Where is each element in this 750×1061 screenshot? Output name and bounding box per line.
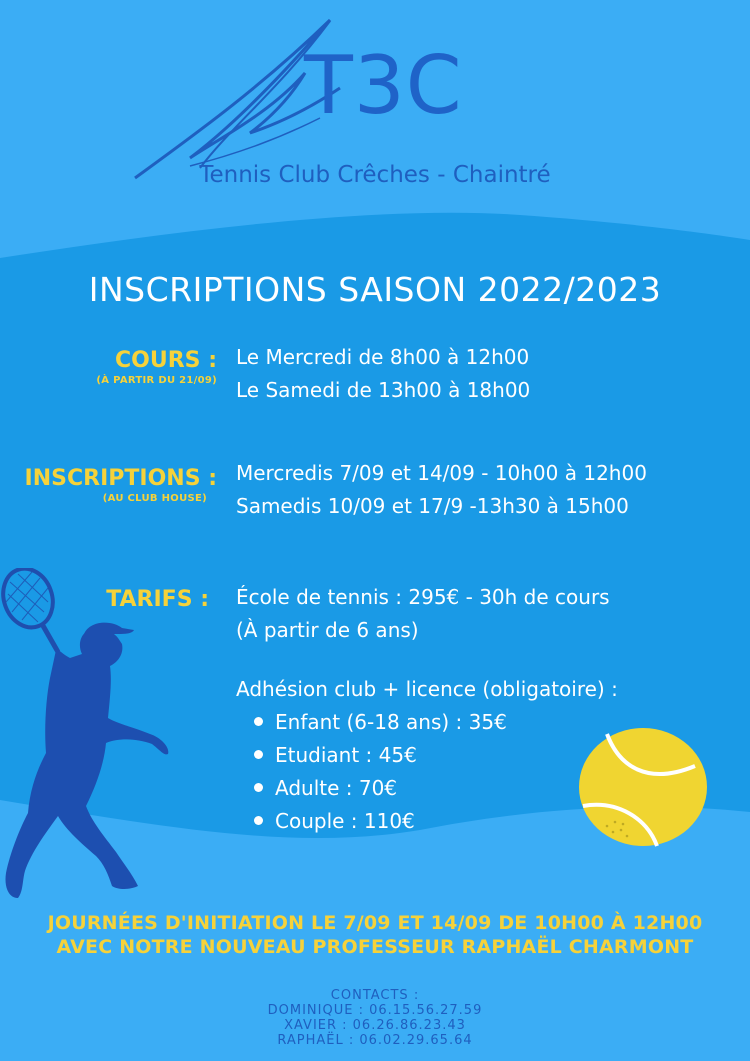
tarif-item: Enfant (6-18 ans) : 35€ [275, 710, 507, 734]
inscriptions-line: Samedis 10/09 et 17/9 -13h30 à 15h00 [236, 494, 629, 518]
tarifs-line: (À partir de 6 ans) [236, 618, 419, 642]
tarifs-label: TARIFS : [106, 587, 209, 612]
bullet-icon [254, 783, 263, 792]
tarif-item: Couple : 110€ [275, 809, 415, 833]
logo-text: T3C [304, 39, 463, 132]
inscriptions-schedule [236, 457, 647, 523]
list-item [254, 739, 507, 772]
tarifs-list [254, 706, 507, 838]
bullet-icon [254, 750, 263, 759]
cours-label-block [96, 348, 217, 388]
club-name: Tennis Club Crêches - Chaintré [199, 162, 551, 188]
inscriptions-sublabel: (AU CLUB HOUSE) [102, 493, 207, 504]
tarif-item: Adulte : 70€ [275, 776, 398, 800]
initiation-banner-line2: AVEC NOTRE NOUVEAU PROFESSEUR RAPHAËL CHARMONT [56, 936, 694, 958]
cours-line: Le Mercredi de 8h00 à 12h00 [236, 345, 530, 369]
contacts-title: CONTACTS : [330, 988, 420, 1003]
tarifs-info [236, 581, 610, 647]
bullet-icon [254, 717, 263, 726]
adhesion-title: Adhésion club + licence (obligatoire) : [236, 677, 618, 701]
cours-schedule [236, 341, 530, 407]
cours-line: Le Samedi de 13h00 à 18h00 [236, 378, 531, 402]
list-item [254, 805, 507, 838]
inscriptions-label-block [25, 466, 217, 506]
cours-label: COURS : [115, 348, 217, 373]
inscriptions-label: INSCRIPTIONS : [24, 466, 217, 491]
cours-sublabel: (À PARTIR DU 21/09) [96, 375, 217, 386]
inscriptions-line: Mercredis 7/09 et 14/09 - 10h00 à 12h00 [236, 461, 647, 485]
initiation-banner-line1: JOURNÉES D'INITIATION LE 7/09 ET 14/09 DE 10H00 À 12H00 [47, 912, 703, 934]
tarifs-line: École de tennis : 295€ - 30h de cours [236, 585, 610, 609]
page-title: INSCRIPTIONS SAISON 2022/2023 [88, 270, 662, 309]
list-item [254, 772, 507, 805]
tennis-player-icon [0, 568, 175, 913]
contacts [0, 988, 750, 1048]
contact-entry: RAPHAËL : 06.02.29.65.64 [277, 1033, 473, 1048]
contact-entry: XAVIER : 06.26.86.23.43 [284, 1018, 466, 1033]
bullet-icon [254, 816, 263, 825]
tarif-item: Etudiant : 45€ [275, 743, 417, 767]
contact-entry: DOMINIQUE : 06.15.56.27.59 [267, 1003, 483, 1018]
list-item [254, 706, 507, 739]
tennis-ball-icon [577, 726, 709, 848]
